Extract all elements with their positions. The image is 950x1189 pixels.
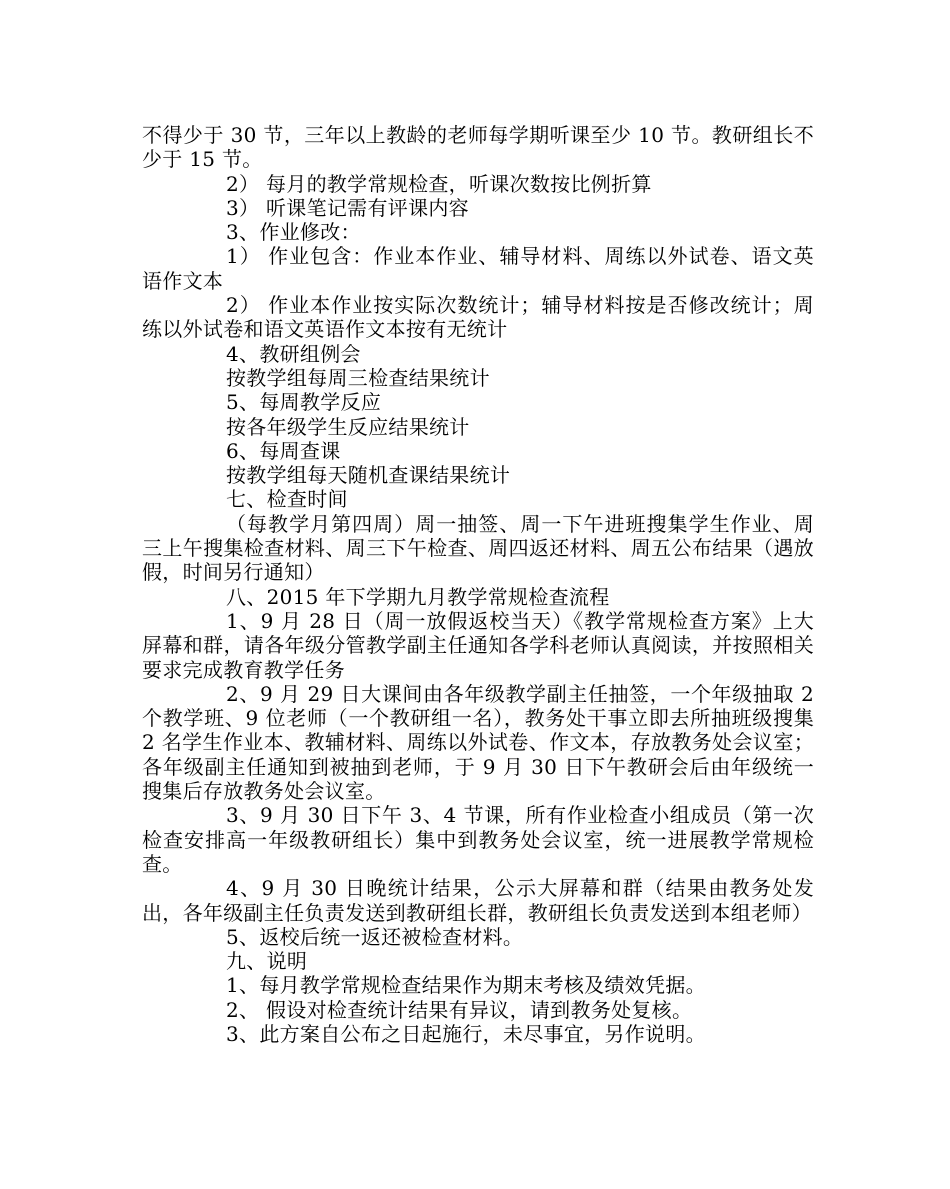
section-heading: 九、说明 bbox=[226, 949, 308, 974]
paragraph: 1） 作业包含：作业本作业、辅导材料、周练以外试卷、语文英语作文本 bbox=[142, 244, 814, 293]
paragraph: 按各年级学生反应结果统计 bbox=[226, 414, 470, 439]
section-heading: 3、作业修改： bbox=[226, 220, 361, 245]
section-heading: 八、2015 年下学期九月教学常规检查流程 bbox=[226, 584, 610, 609]
paragraph: 按教学组每天随机查课结果统计 bbox=[226, 463, 511, 488]
paragraph: 不得少于 30 节，三年以上教龄的老师每学期听课至少 10 节。教研组长不少于 15 节。 bbox=[142, 123, 814, 172]
paragraph: （每教学月第四周）周一抽签、周一下午进班搜集学生作业、周三上午搜集检查材料、周三下午检查、周四返还材料、周五公布结果（遇放假，时间另行通知） bbox=[142, 511, 814, 585]
paragraph: 1、9 月 28 日（周一放假返校当天）《教学常规检查方案》上大屏幕和群，请各年级分管教学副主任通知各学科老师认真阅读，并按照相关要求完成教育教学任务 bbox=[142, 608, 814, 682]
section-heading: 5、每周教学反应 bbox=[226, 390, 382, 415]
paragraph: 4、9 月 30 日晚统计结果，公示大屏幕和群（结果由教务处发出，各年级副主任负责发送到教研组长群，教研组长负责发送到本组老师） bbox=[142, 876, 814, 925]
paragraph: 2） 作业本作业按实际次数统计；辅导材料按是否修改统计；周练以外试卷和语文英语作文本按有无统计 bbox=[142, 293, 814, 342]
paragraph: 3） 听课笔记需有评课内容 bbox=[226, 195, 469, 220]
paragraph: 3、9 月 30 日下午 3、4 节课，所有作业检查小组成员（第一次检查安排高一年级教研组长）集中到教务处会议室，统一进展教学常规检查。 bbox=[142, 803, 814, 876]
section-heading: 4、教研组例会 bbox=[226, 341, 361, 366]
section-heading: 6、每周查课 bbox=[226, 438, 341, 463]
paragraph: 1、每月教学常规检查结果作为期末考核及绩效凭据。 bbox=[226, 973, 706, 998]
paragraph: 按教学组每周三检查结果统计 bbox=[226, 365, 490, 390]
paragraph: 5、返校后统一返还被检查材料。 bbox=[226, 924, 524, 949]
paragraph: 3、此方案自公布之日起施行，未尽事宜，另作说明。 bbox=[226, 1021, 706, 1046]
paragraph: 2、 假设对检查统计结果有异议，请到教务处复核。 bbox=[226, 997, 693, 1022]
document-body bbox=[142, 123, 814, 1046]
section-heading: 七、检查时间 bbox=[226, 487, 348, 512]
paragraph: 2、9 月 29 日大课间由各年级教学副主任抽签，一个年级抽取 2 个教学班、9 位老师（一个教研组一名），教务处干事立即去所抽班级搜集 2 名学生作业本、教辅材料、周练以外试卷、作文本，存放教务处会议室；各年级副主任通知到被抽到老师，于 9 月 30 日下午教研会后由年级统一搜集后存放教务处会议室。 bbox=[142, 681, 814, 804]
paragraph: 2） 每月的教学常规检查，听课次数按比例折算 bbox=[226, 171, 652, 196]
